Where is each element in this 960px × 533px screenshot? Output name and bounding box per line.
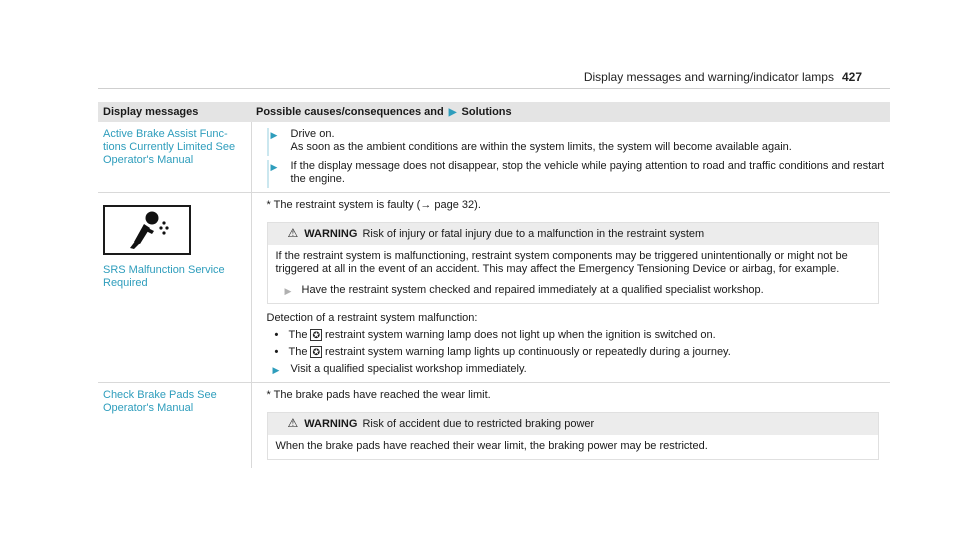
display-messages-table: [98, 102, 890, 468]
table-row: [98, 193, 890, 383]
display-message-text: Check Brake Pads See Operator's Manual: [103, 389, 217, 414]
warning-body: [268, 435, 879, 459]
airbag-seat-icon: [103, 205, 191, 255]
step-bar: [267, 160, 269, 188]
page-header: [584, 70, 862, 84]
cause-text: * The brake pads have reached the wear limit.: [266, 389, 491, 401]
warning-box: [267, 412, 880, 460]
triangle-right-icon: ▶: [270, 162, 278, 172]
table-row: [98, 383, 890, 469]
bullet-text: restraint system warning lamp lights up continuously or repeatedly during a journey.: [325, 346, 731, 358]
section-title: Display messages and warning/indicator lamps: [583, 70, 834, 84]
cause-text: * The restraint system is faulty (→ page 32).: [266, 199, 481, 211]
bullet-prefix: The: [288, 329, 308, 341]
table-row: [98, 122, 890, 193]
header-divider: [98, 88, 890, 89]
warning-subtitle: Risk of injury or fatal injury due to a malfunction in the restraint system: [362, 228, 705, 240]
warning-header: [268, 413, 879, 435]
col-header-messages: Display messages: [98, 102, 251, 122]
warning-title: WARNING: [304, 228, 358, 240]
warning-step: [276, 284, 871, 297]
bullet-item: [267, 346, 886, 359]
page-number: 427: [841, 70, 862, 84]
triangle-right-icon: ▶: [272, 365, 280, 375]
display-message-text: Active Brake Assist Func- tions Currently Limited See Operator's Manual: [103, 128, 236, 166]
message-cell: [98, 193, 251, 383]
col-header-prefix: Possible causes/consequences and: [256, 106, 444, 118]
warning-subtitle: Risk of accident due to restricted braking power: [362, 418, 595, 430]
step-text: Drive on.: [290, 128, 335, 140]
col-header-suffix: Solutions: [461, 106, 512, 118]
step-text: If the display message does not disappear, stop the vehicle while paying attention to road and traffic conditions and restart the engine.: [290, 160, 885, 185]
col-header-solutions: [251, 102, 890, 122]
warning-box: [267, 222, 880, 304]
step-text: Visit a qualified specialist workshop immediately.: [290, 363, 527, 375]
warning-step-text: Have the restraint system checked and repaired immediately at a qualified specialist workshop.: [301, 284, 764, 296]
bullet-text: restraint system warning lamp does not light up when the ignition is switched on.: [325, 329, 716, 341]
bullet-dot: •: [274, 346, 279, 358]
display-message-text: SRS Malfunction Service Required: [103, 264, 225, 289]
triangle-right-icon: ▶: [270, 130, 278, 140]
warning-text: When the brake pads have reached their wear limit, the braking power may be restricted.: [275, 440, 708, 452]
warning-header: [268, 223, 879, 245]
warning-triangle-icon: ⚠: [287, 226, 299, 240]
solution-step: [267, 160, 886, 186]
warning-title: WARNING: [304, 418, 358, 430]
message-cell: [98, 122, 251, 193]
warning-text: If the restraint system is malfunctioning, restraint system components may be triggered unintentionally or might not be triggered at all in the event of an accident. This may affect the Emergency Tensioning Device or airbag, for example.: [275, 250, 848, 275]
step-text: As soon as the ambient conditions are within the system limits, the system will become available again.: [290, 141, 792, 153]
solution-step: [267, 128, 886, 154]
warning-body: [268, 245, 879, 303]
airbag-lamp-icon: ✪: [312, 347, 321, 358]
bullet-dot: •: [274, 329, 279, 341]
solution-cell: [251, 383, 890, 469]
table-header-row: [98, 102, 890, 122]
airbag-lamp-icon: ✪: [312, 330, 321, 341]
detection-title: Detection of a restraint system malfunction:: [266, 312, 478, 324]
bullet-prefix: The: [288, 346, 308, 358]
triangle-right-icon: ▶: [284, 286, 292, 296]
triangle-right-icon: ▶: [448, 107, 457, 118]
step-bar: [267, 128, 269, 156]
bullet-item: [267, 329, 886, 342]
message-cell: [98, 383, 251, 469]
warning-triangle-icon: ⚠: [287, 416, 299, 430]
solution-cell: [251, 193, 890, 383]
solution-step: [267, 363, 886, 376]
solution-cell: [251, 122, 890, 193]
